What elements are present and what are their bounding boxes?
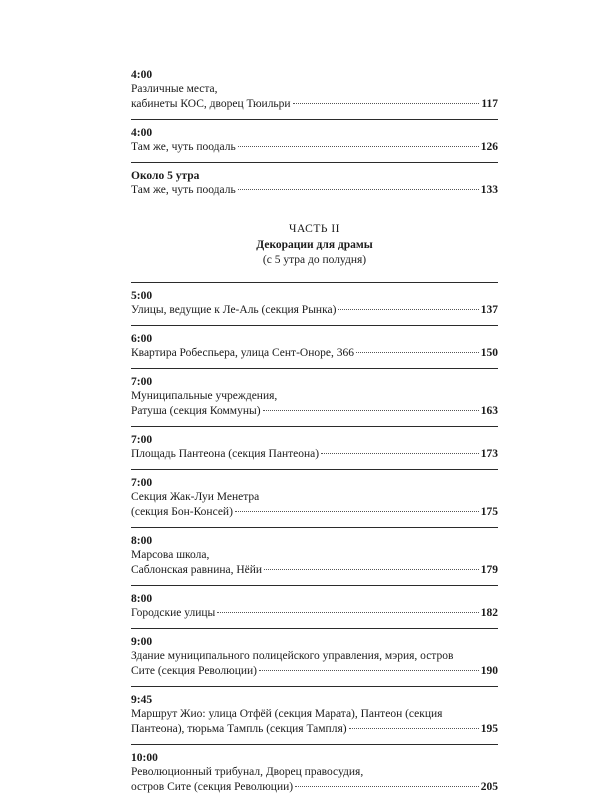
part-note: (с 5 утра до полудня) [262, 254, 367, 266]
toc-entry[interactable] [131, 476, 498, 520]
toc-entry[interactable] [131, 169, 498, 198]
dot-leader [293, 103, 480, 104]
entry-time: 7:00 [131, 477, 153, 489]
dot-leader [238, 146, 479, 147]
dot-leader [264, 569, 479, 570]
page-number: 117 [481, 98, 498, 110]
toc-entry[interactable] [131, 126, 498, 155]
entry-last-line [131, 664, 498, 679]
page-number: 195 [480, 723, 498, 735]
toc-entry[interactable] [131, 751, 498, 795]
entry-time: 7:00 [131, 434, 153, 446]
entry-text: Городские улицы [131, 607, 216, 619]
dot-leader [321, 453, 479, 454]
entry-text: Здание муниципального полицейского управления, мэрия, остров [131, 650, 454, 662]
part-subtitle: Декорации для драмы [256, 239, 373, 251]
divider [131, 162, 498, 163]
entry-text: Секция Жак-Луи Менетра [131, 491, 260, 503]
dot-leader [295, 786, 479, 787]
divider [131, 282, 498, 283]
entry-time: 9:45 [131, 694, 153, 706]
divider [131, 469, 498, 470]
toc-entry[interactable] [131, 433, 498, 462]
page-number: 133 [480, 184, 498, 196]
dot-leader [217, 612, 478, 613]
entry-last-line [131, 404, 498, 419]
entry-last-line [131, 722, 498, 737]
dot-leader [263, 410, 479, 411]
page-number: 150 [480, 347, 498, 359]
toc-entry[interactable] [131, 332, 498, 361]
entry-text: Ратуша (секция Коммуны) [131, 405, 261, 417]
entry-text: остров Сите (секция Революции) [131, 781, 294, 793]
entry-last-line [131, 447, 498, 462]
divider [131, 325, 498, 326]
entry-last-line [131, 346, 498, 361]
entry-text-line [131, 389, 498, 404]
entry-last-line [131, 97, 498, 112]
dot-leader [349, 728, 479, 729]
entry-text-line [131, 765, 498, 780]
entry-time: Около 5 утра [131, 170, 200, 182]
entry-time: 5:00 [131, 290, 153, 302]
page-number: 163 [480, 405, 498, 417]
page-number: 137 [480, 304, 498, 316]
entry-last-line [131, 606, 498, 621]
entry-time: 6:00 [131, 333, 153, 345]
toc-entry[interactable] [131, 68, 498, 112]
page-number: 179 [480, 564, 498, 576]
entry-text: Муниципальные учреждения, [131, 390, 278, 402]
divider [131, 119, 498, 120]
entry-text: Там же, чуть поодаль [131, 141, 236, 153]
entry-last-line [131, 140, 498, 155]
entry-time: 8:00 [131, 535, 153, 547]
dot-leader [235, 511, 479, 512]
entry-text-line [131, 649, 498, 664]
entry-text-line [131, 82, 498, 97]
page-number: 182 [480, 607, 498, 619]
entry-time: 4:00 [131, 127, 153, 139]
entry-last-line [131, 563, 498, 578]
divider [131, 744, 498, 745]
entry-time: 4:00 [131, 69, 153, 81]
toc-entry[interactable] [131, 693, 498, 737]
dot-leader [338, 309, 478, 310]
toc-entry[interactable] [131, 375, 498, 419]
dot-leader [356, 352, 479, 353]
entry-text-line [131, 490, 498, 505]
dot-leader [238, 189, 479, 190]
entry-text: Улицы, ведущие к Ле-Аль (секция Рынка) [131, 304, 337, 316]
divider [131, 426, 498, 427]
entry-text: Саблонская равнина, Нёйи [131, 564, 263, 576]
divider [131, 628, 498, 629]
entry-text: Революционный трибунал, Дворец правосудия, [131, 766, 364, 778]
page-number: 173 [480, 448, 498, 460]
part2-entries [131, 282, 498, 795]
table-of-contents [131, 68, 498, 795]
entry-last-line [131, 183, 498, 198]
divider [131, 686, 498, 687]
entry-text: Марсова школа, [131, 549, 210, 561]
entry-last-line [131, 505, 498, 520]
toc-entry[interactable] [131, 635, 498, 679]
entry-text: Квартира Робеспьера, улица Сент-Оноре, 366 [131, 347, 354, 359]
entry-text-line [131, 707, 498, 722]
entry-text: Пантеона), тюрьма Тампль (секция Тампля) [131, 723, 347, 735]
entry-last-line [131, 780, 498, 795]
part-title: ЧАСТЬ II [288, 223, 341, 235]
entry-text: (секция Бон-Консей) [131, 506, 233, 518]
toc-entry[interactable] [131, 289, 498, 318]
entry-text: Площадь Пантеона (секция Пантеона) [131, 448, 320, 460]
part1-entries [131, 68, 498, 198]
divider [131, 585, 498, 586]
entry-text: Сите (секция Революции) [131, 665, 257, 677]
page-number: 190 [480, 665, 498, 677]
page-number: 126 [480, 141, 498, 153]
entry-text: кабинеты КОС, дворец Тюильри [131, 98, 291, 110]
entry-text: Различные места, [131, 83, 218, 95]
entry-time: 10:00 [131, 752, 158, 764]
entry-text-line [131, 548, 498, 563]
toc-entry[interactable] [131, 592, 498, 621]
entry-text: Маршрут Жио: улица Отфёй (секция Марата), Пантеон (секция [131, 708, 443, 720]
divider [131, 368, 498, 369]
dot-leader [259, 670, 479, 671]
entry-time: 9:00 [131, 636, 153, 648]
entry-last-line [131, 303, 498, 318]
page-number: 175 [480, 506, 498, 518]
entry-time: 7:00 [131, 376, 153, 388]
page-number: 205 [480, 781, 498, 793]
toc-entry[interactable] [131, 534, 498, 578]
divider [131, 527, 498, 528]
entry-text: Там же, чуть поодаль [131, 184, 236, 196]
entry-time: 8:00 [131, 593, 153, 605]
part2-header [131, 222, 498, 268]
